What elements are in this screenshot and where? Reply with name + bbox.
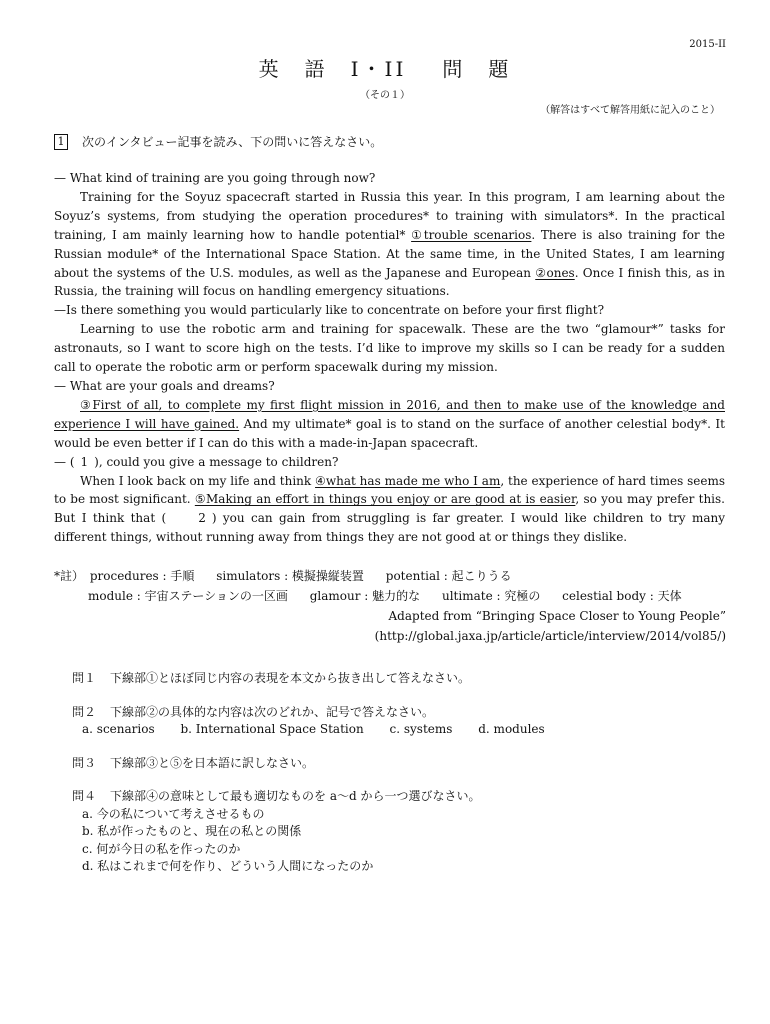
text-span: When I look back on my life and think bbox=[80, 473, 316, 488]
option-item: a. 今の私について考えさせるもの bbox=[82, 806, 265, 821]
exam-code: 2015-II bbox=[689, 39, 726, 50]
choice-row bbox=[72, 721, 712, 739]
underline-2: ②ones bbox=[535, 265, 575, 280]
question-1 bbox=[72, 670, 712, 688]
answer-paragraph-1 bbox=[54, 188, 725, 301]
interview-question-4 bbox=[54, 453, 725, 472]
question-label: 問３ bbox=[72, 755, 97, 770]
answer-paragraph-3 bbox=[54, 396, 725, 453]
interview-question-3: — What are your goals and dreams? bbox=[54, 378, 275, 393]
glossary-item: module : 宇宙ステーションの一区画 bbox=[88, 589, 288, 603]
question-text: 下線部①とほぼ同じ内容の表現を本文から抜き出して答えなさい。 bbox=[110, 671, 471, 685]
text-span: And my ultimate* goal is to stand on the surface of another celestial body*. It would be even better if I can do this with a made-in-Japan spacecraft. bbox=[54, 416, 725, 450]
option-item: d. 私はこれまで何を作り、どういう人間になったのか bbox=[82, 859, 374, 873]
glossary-item: glamour : 魅力的な bbox=[309, 589, 421, 603]
page-subtitle: （その１） bbox=[360, 90, 410, 101]
underline-4: ④what has made me who I am bbox=[315, 473, 501, 488]
title-problems: 問 題 bbox=[442, 57, 512, 81]
section-heading bbox=[54, 133, 382, 150]
answer-paragraph-2: Learning to use the robotic arm and training for spacewalk. These are the two “glamour*” tasks for astronauts, so I want to score high on the tests. I’d like to improve my skills so I can be ready for a sudden call to operate the robotic arm or perform spacewalk during my mission. bbox=[54, 322, 725, 375]
question-2 bbox=[72, 704, 712, 739]
choice-item: d. modules bbox=[478, 722, 545, 736]
blank-2: 2 bbox=[198, 511, 206, 526]
section-number: 1 bbox=[54, 134, 68, 150]
answer-paragraph-4 bbox=[54, 472, 725, 548]
text-span: . Once I finish this, as in Russia, the training will focus on handling emergency situations. bbox=[54, 265, 725, 299]
interview-question-1: — What kind of training are you going through now? bbox=[54, 171, 376, 185]
glossary-item: potential : 起こりうる bbox=[385, 569, 512, 583]
text-span: , so you may prefer this. But I think that ( bbox=[54, 492, 725, 526]
text-span: — ( bbox=[54, 454, 75, 469]
text-span: ) you can gain from struggling is far greater. I would like children to try many different things, without running away from things they are not good at or things they dislike. bbox=[54, 511, 725, 545]
underline-5: ⑤Making an effort in things you enjoy or are good at is easier bbox=[194, 492, 576, 507]
question-label: 問４ bbox=[72, 789, 97, 803]
glossary-item: simulators : 模擬操縦装置 bbox=[216, 569, 364, 583]
text-span: , the experience of hard times seems to be most significant. bbox=[54, 473, 725, 507]
glossary-item: celestial body : 天体 bbox=[562, 589, 682, 603]
page-title bbox=[0, 53, 770, 82]
glossary-item: ultimate : 究極の bbox=[441, 589, 541, 603]
choice-item: b. International Space Station bbox=[180, 722, 364, 736]
question-4 bbox=[72, 788, 712, 876]
interview-passage bbox=[54, 169, 725, 547]
question-3 bbox=[72, 755, 712, 773]
glossary-row-2 bbox=[54, 586, 726, 606]
question-label: 問１ bbox=[72, 671, 97, 685]
text-span: ), could you give a message to children? bbox=[94, 454, 339, 469]
section-instruction: 次のインタビュー記事を読み、下の問いに答えなさい。 bbox=[82, 135, 383, 149]
question-list bbox=[72, 670, 712, 892]
choice-item: c. systems bbox=[389, 722, 453, 736]
choice-item: a. scenarios bbox=[82, 722, 155, 736]
blank-1: 1 bbox=[80, 454, 89, 469]
glossary-row-1 bbox=[54, 566, 726, 586]
title-subject: 英 語 I・II bbox=[258, 57, 407, 81]
question-text: 下線部③と⑤を日本語に訳しなさい。 bbox=[110, 755, 315, 770]
text-span: Training for the Soyuz spacecraft started in Russia this year. In this program, I am learning about the Soyuz’s systems, from studying the operation procedures* to training with simulators*. In the practical training, I am mainly learning how to handle potential* bbox=[54, 189, 725, 242]
option-item: c. 何が今日の私を作ったのか bbox=[82, 841, 241, 856]
glossary-item: procedures : 手順 bbox=[89, 569, 195, 583]
source-citation: Adapted from “Bringing Space Closer to Young People” bbox=[388, 609, 726, 623]
glossary-label: *註） bbox=[54, 569, 85, 583]
text-span: . There is also training for the Russian module* of the International Space Station. At the same time, in the United States, I am learning about the systems of the U.S. modules, as well as the Japanese and European bbox=[54, 227, 726, 280]
option-item: b. 私が作ったものと、現在の私との関係 bbox=[82, 824, 302, 838]
question-label: 問２ bbox=[72, 704, 97, 719]
underline-3: ③First of all, to complete my first flight mission in 2016, and then to make use of the knowledge and experience I will have gained. bbox=[54, 397, 725, 431]
glossary-notes bbox=[54, 566, 726, 646]
answer-note: （解答はすべて解答用紙に記入のこと） bbox=[540, 105, 720, 116]
interview-question-2: —Is there something you would particularly like to concentrate on before your first flight? bbox=[54, 303, 605, 318]
question-text: 下線部②の具体的な内容は次のどれか、記号で答えなさい。 bbox=[110, 704, 435, 719]
source-url: (http://global.jaxa.jp/article/article/interview/2014/vol85/) bbox=[374, 629, 726, 643]
underline-1: ①trouble scenarios bbox=[411, 227, 532, 242]
question-text: 下線部④の意味として最も適切なものを a〜d から一つ選びなさい。 bbox=[110, 789, 481, 803]
